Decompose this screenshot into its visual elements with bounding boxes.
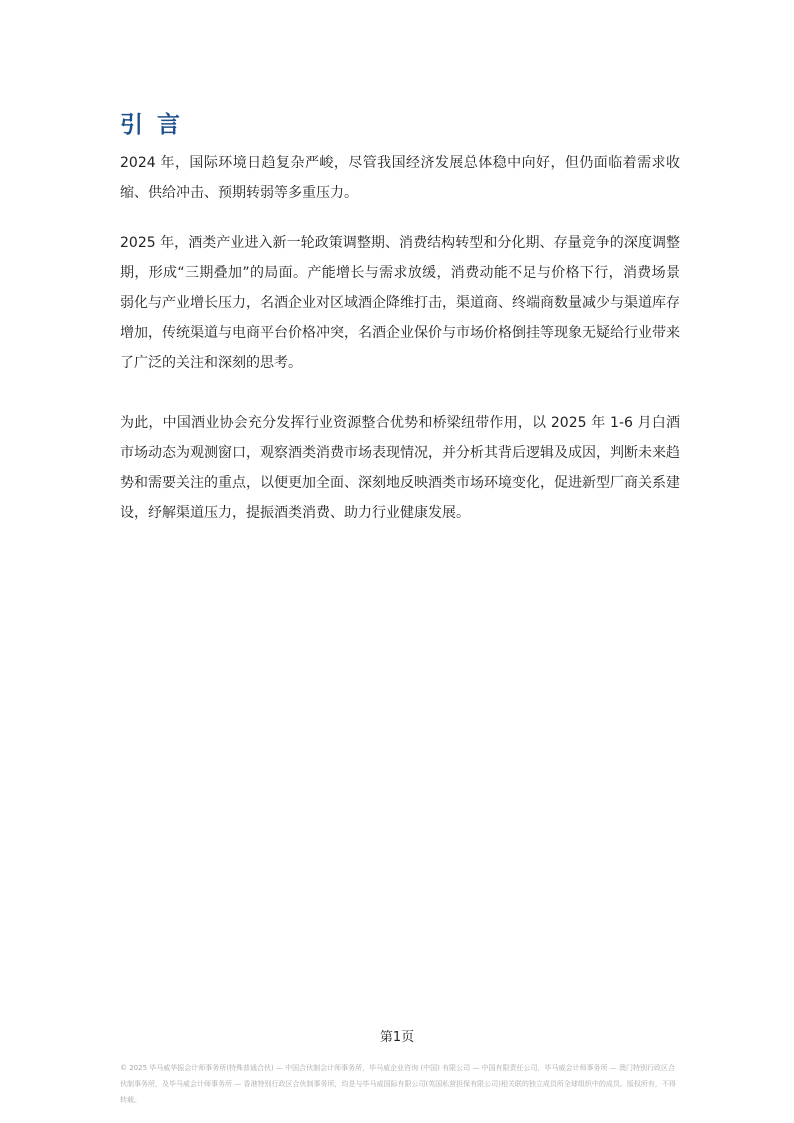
paragraph-2: 2025 年，酒类产业进入新一轮政策调整期、消费结构转型和分化期、存量竞争的深度调整期，形成“三期叠加”的局面。产能增长与需求放缓，消费动能不足与价格下行，消费场景弱化与产业增长压力，名酒企业对区域酒企降维打击，渠道商、终端商数量减少与渠道库存增加，传统渠道与电商平台价格冲突，名酒企业保价与市场价格倒挂等现象无疑给行业带来了广泛的关注和深刻的思考。 (120, 235, 680, 371)
page-number: 第1页 (379, 1030, 415, 1045)
paragraph-1: 2024 年，国际环境日趋复杂严峻，尽管我国经济发展总体稳中向好，但仍面临着需求收缩、供给冲击、预期转弱等多重压力。 (120, 155, 680, 201)
section-heading: 引言 (120, 112, 194, 138)
footer-copyright: © 2025 毕马威华振会计师事务所(特殊普通合伙) — 中国合伙制会计师事务所，毕马威企业咨询 (中国) 有限公司 — 中国有限责任公司，毕马威会计师事务所 — 澳门特别行政区合伙制事务所，及毕马威会计师事务所 — 香港特别行政区合伙制事务所，均是与毕马威国际有限公司(英国私营担保有限公司)相关联的独立成员所全球组织中的成员。版权所有，不得转载。 (120, 1064, 676, 1104)
paragraph-3: 为此，中国酒业协会充分发挥行业资源整合优势和桥梁纽带作用，以 2025 年 1-6 月白酒市场动态为观测窗口，观察酒类消费市场表现情况，并分析其背后逻辑及成因，判断未来趋势和需要关注的重点，以便更加全面、深刻地反映酒类市场环境变化，促进新型厂商关系建设，纾解渠道压力，提振酒类消费、助力行业健康发展。 (120, 415, 680, 521)
